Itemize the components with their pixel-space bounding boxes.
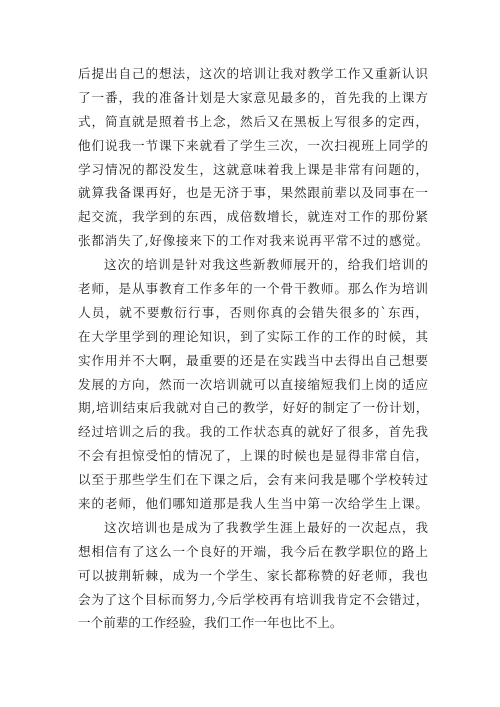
text-line: 经过培训之后的我。我的工作状态真的就好了很多，首先我 bbox=[78, 424, 428, 440]
document-body bbox=[78, 62, 428, 635]
text-line: 人员，就不要敷衍行事，否则你真的会错失很多的`东西， bbox=[78, 304, 428, 320]
text-line: 一个前辈的工作经验，我们工作一年也比不上。 bbox=[78, 615, 343, 631]
text-line: 来的老师，他们哪知道那是我人生当中第一次给学生上课。 bbox=[78, 496, 428, 512]
text-line: 式，简直就是照着书上念，然后又在黑板上写很多的定西， bbox=[78, 113, 428, 129]
text-line: 想相信有了这么一个良好的开端，我今后在教学职位的路上 bbox=[78, 543, 428, 559]
text-line: 张都消失了,好像接来下的工作对我来说再平常不过的感觉。 bbox=[78, 233, 428, 249]
paragraph-1 bbox=[78, 62, 428, 253]
text-line: 了一番，我的准备计划是大家意见最多的，首先我的上课方 bbox=[78, 89, 428, 105]
text-line: 实作用并不大啊，最重要的还是在实践当中去得出自己想要 bbox=[78, 352, 428, 368]
text-line: 以至于那些学生们在下课之后，会有来问我是哪个学校转过 bbox=[78, 472, 428, 488]
text-line: 会为了这个目标而努力,今后学校再有培训我肯定不会错过， bbox=[78, 591, 428, 607]
text-line: 学习情况的都没发生，这就意味着我上课是非常有问题的， bbox=[78, 161, 428, 177]
text-line: 期,培训结束后我就对自己的教学，好好的制定了一份计划， bbox=[78, 400, 428, 416]
text-line: 可以披荆斩棘，成为一个学生、家长都称赞的好老师，我也 bbox=[78, 567, 428, 583]
text-line: 在大学里学到的理论知识，到了实际工作的工作的时候，其 bbox=[78, 328, 428, 344]
text-line: 这次的培训是针对我这些新教师展开的，给我们培训的 bbox=[104, 257, 428, 273]
text-line: 老师，是从事教育工作多年的一个骨干教师。那么作为培训 bbox=[78, 281, 428, 297]
paragraph-3 bbox=[78, 516, 428, 635]
text-line: 这次培训也是成为了我教学生涯上最好的一次起点，我 bbox=[104, 519, 428, 535]
text-line: 起交流，我学到的东西，成倍数增长，就连对工作的那份紧 bbox=[78, 209, 428, 225]
paragraph-2 bbox=[78, 253, 428, 516]
text-line: 就算我备课再好，也是无济于事，果然跟前辈以及同事在一 bbox=[78, 185, 428, 201]
text-line: 后提出自己的想法，这次的培训让我对教学工作又重新认识 bbox=[78, 66, 428, 81]
text-line: 他们说我一节课下来就看了学生三次，一次扫视班上同学的 bbox=[78, 137, 428, 153]
text-line: 不会有担惊受怕的情况了，上课的时候也是显得非常自信， bbox=[78, 448, 428, 464]
text-line: 发展的方向，然而一次培训就可以直接缩短我们上岗的适应 bbox=[78, 376, 428, 392]
